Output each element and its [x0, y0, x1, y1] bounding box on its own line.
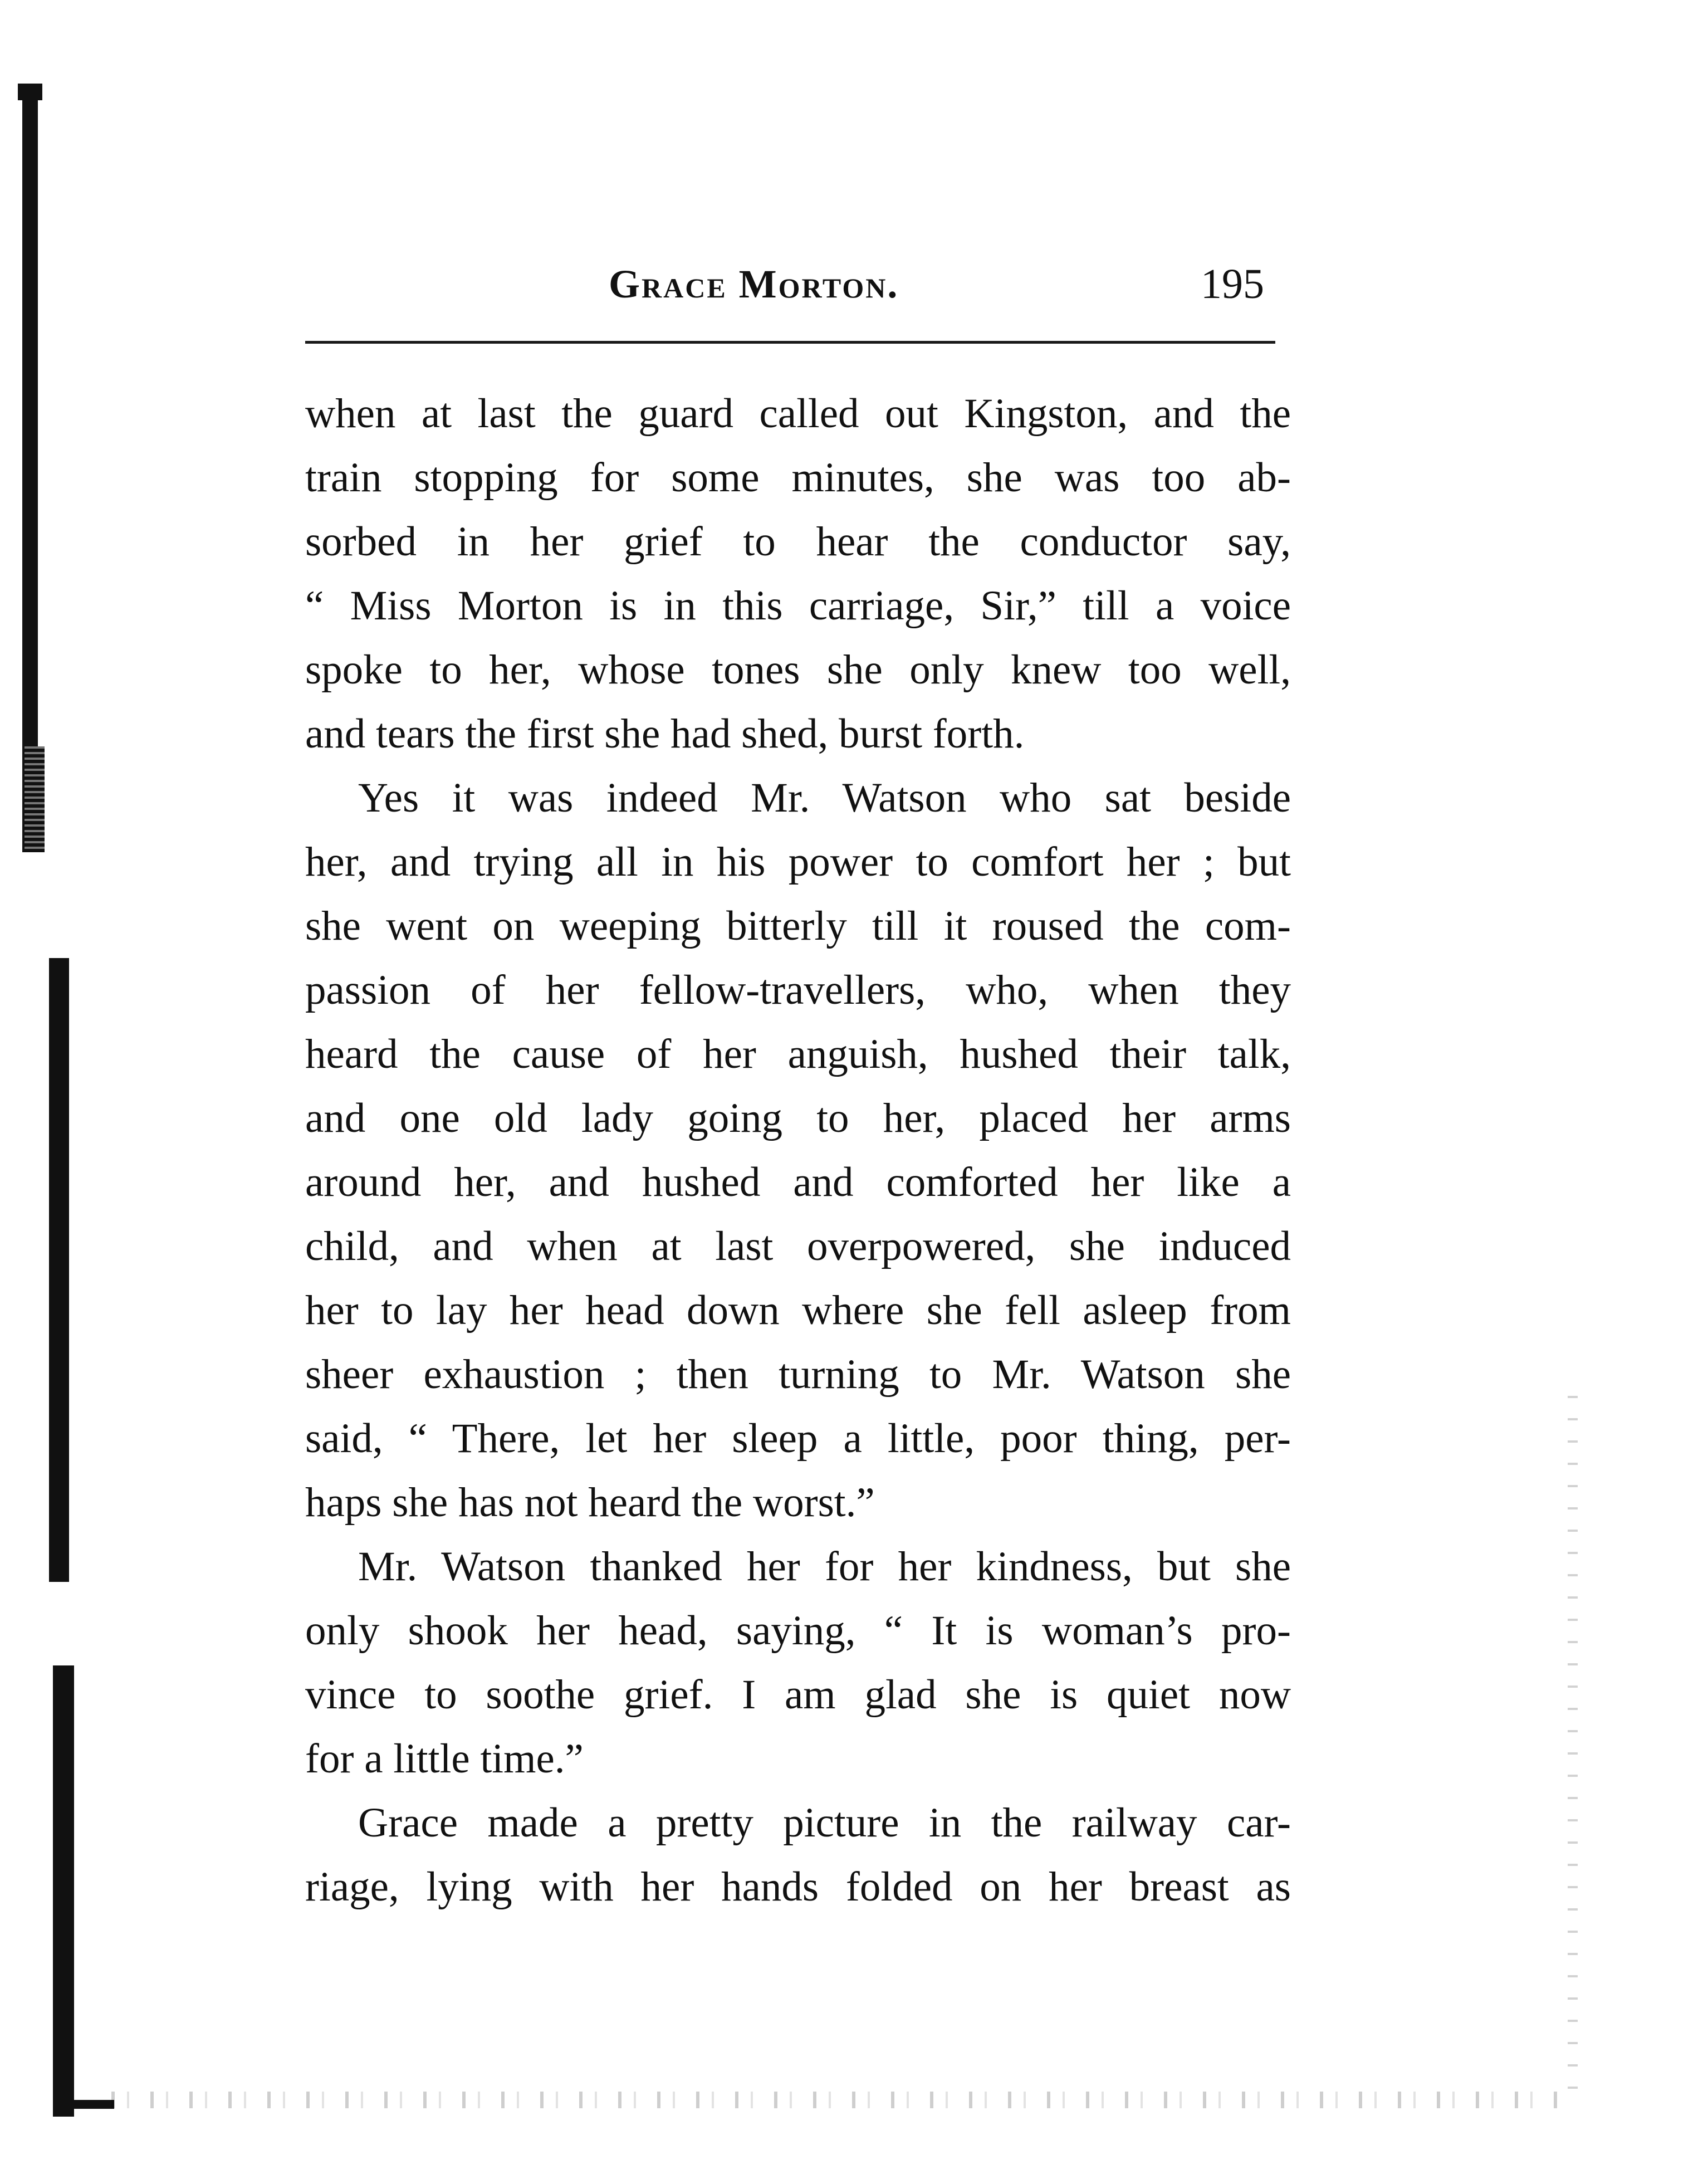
- running-head-rule: [305, 341, 1275, 344]
- running-head: [305, 253, 1275, 315]
- text-line: sheer exhaustion ; then turning to Mr. Watson she: [305, 1351, 1291, 1398]
- text-line: child, and when at last overpowered, she induced: [305, 1223, 1291, 1269]
- scan-edge-bar: [53, 2100, 114, 2109]
- text-line: she went on weeping bitterly till it roused the com-: [305, 903, 1291, 949]
- text-line: said, “ There, let her sleep a little, poor thing, per-: [305, 1415, 1291, 1462]
- text-line: haps she has not heard the worst.”: [305, 1479, 875, 1526]
- text-line: only shook her head, saying, “ It is woman’s pro-: [305, 1608, 1291, 1654]
- text-line: her to lay her head down where she fell asleep from: [305, 1287, 1291, 1333]
- scan-edge-bar: [53, 1665, 74, 2117]
- text-line: spoke to her, whose tones she only knew too well,: [305, 647, 1291, 693]
- text-line: riage, lying with her hands folded on her breast as: [305, 1864, 1291, 1910]
- paragraph: [305, 382, 1291, 766]
- page-number: 195: [1201, 261, 1264, 307]
- text-line: Grace made a pretty picture in the railway car-: [358, 1800, 1291, 1846]
- text-line: “ Miss Morton is in this carriage, Sir,” till a voice: [305, 583, 1291, 629]
- text-line: heard the cause of her anguish, hushed their talk,: [305, 1031, 1291, 1077]
- running-head-title: Grace Morton.: [609, 262, 899, 306]
- paragraph: [305, 1791, 1291, 1919]
- text-line: sorbed in her grief to hear the conductor say,: [305, 519, 1291, 565]
- scan-dust: [111, 2092, 1559, 2108]
- scan-edge-bar: [22, 84, 38, 852]
- text-line: Yes it was indeed Mr. Watson who sat beside: [358, 775, 1291, 821]
- text-line: passion of her fellow-travellers, who, when they: [305, 967, 1291, 1013]
- text-line: train stopping for some minutes, she was too ab-: [305, 455, 1291, 501]
- paragraph: [305, 1535, 1291, 1791]
- scan-dust: [1568, 1393, 1578, 2089]
- text-line: and tears the first she had shed, burst forth.: [305, 711, 1025, 757]
- body-text: [305, 382, 1291, 1919]
- text-line: vince to soothe grief. I am glad she is quiet now: [305, 1672, 1291, 1718]
- scan-edge-bar: [49, 958, 69, 1582]
- text-line: when at last the guard called out Kingston, and the: [305, 390, 1291, 437]
- text-line: around her, and hushed and comforted her like a: [305, 1159, 1291, 1205]
- scan-edge-bar: [25, 746, 45, 852]
- text-line: her, and trying all in his power to comfort her ; but: [305, 839, 1291, 885]
- text-line: for a little time.”: [305, 1736, 584, 1782]
- scan-edge-bar: [18, 84, 42, 100]
- paragraph: [305, 766, 1291, 1535]
- text-line: and one old lady going to her, placed her arms: [305, 1095, 1291, 1141]
- text-line: Mr. Watson thanked her for her kindness, but she: [358, 1543, 1291, 1590]
